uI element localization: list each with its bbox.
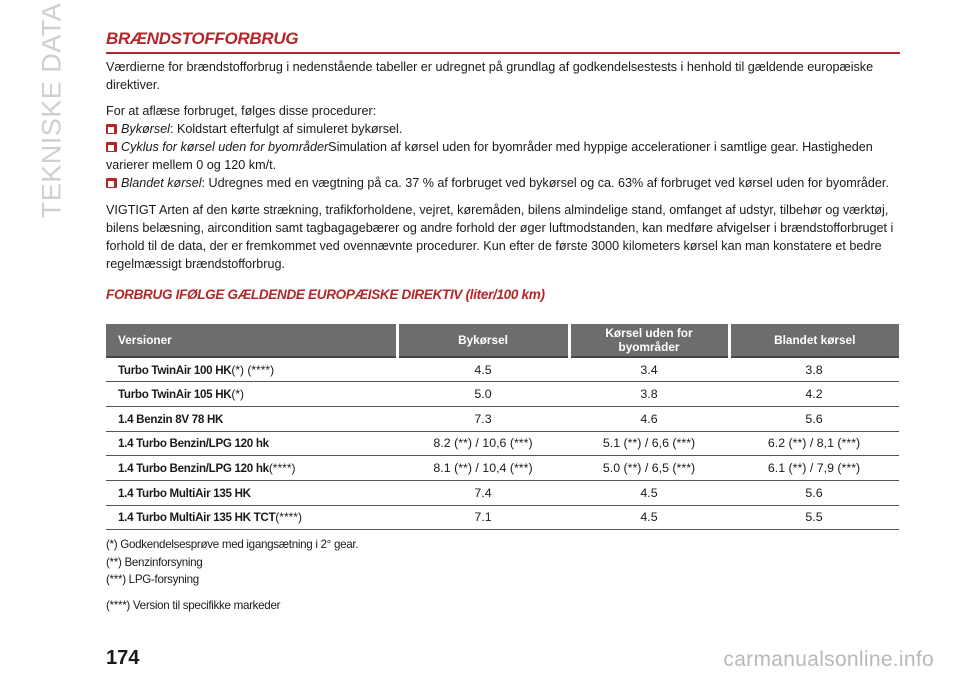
watermark-text: carmanualsonline.info xyxy=(723,648,934,671)
combined-value: 3.8 xyxy=(729,357,899,382)
side-tab-label: TEKNISKE DATA xyxy=(36,2,67,218)
city-value: 7.3 xyxy=(397,406,569,431)
model-name: Turbo TwinAir 100 HK xyxy=(118,363,232,377)
important-paragraph: VIGTIGT Arten af den kørte strækning, trafikforholdene, vejret, køremåden, bilens almindelige stand, omfanget af udstyr, tilbehør og værktøj, bilens belæsning, aircondition samt tagbagagebærer og andre forhold der øger luftmodstanden, kan medføre afvigelser i brændstofforbruget i forhold til de data, der er fremkommet ved ovennævnte procedurer. Kun efter de første 3000 kilometers kørsel kan man konstatere et bedre regelmæssigt brændstofforbrug. xyxy=(106,203,894,271)
city-value: 8.2 (**) / 10,6 (***) xyxy=(397,431,569,456)
model-cell xyxy=(106,382,397,407)
procedure-term: Cyklus for kørsel uden for byområder xyxy=(121,140,329,154)
extra-urban-value: 3.4 xyxy=(569,357,729,382)
combined-value: 6.1 (**) / 7,9 (***) xyxy=(729,456,899,481)
city-value: 7.4 xyxy=(397,480,569,505)
extra-urban-value: 5.1 (**) / 6,6 (***) xyxy=(569,431,729,456)
procedure-term: Bykørsel xyxy=(121,122,170,136)
footnote: (****) Version til specifikke markeder xyxy=(106,598,281,612)
model-name: Turbo TwinAir 105 HK xyxy=(118,388,232,402)
table-row xyxy=(106,431,899,456)
procedure-text: Simulation af kørsel uden for byområder med hyppige accelerationer i samtlige gear. Hastigheden varierer mellem 0 og 120 km/t. xyxy=(106,140,873,172)
combined-value: 5.5 xyxy=(729,505,899,530)
extra-urban-value: 4.5 xyxy=(569,505,729,530)
header-city: Bykørsel xyxy=(397,324,569,357)
city-value: 7.1 xyxy=(397,505,569,530)
header-combined: Blandet kørsel xyxy=(729,324,899,357)
page-number: 174 xyxy=(106,647,140,669)
page-content xyxy=(106,29,900,614)
model-cell xyxy=(106,456,397,481)
bullet-icon xyxy=(106,142,117,152)
extra-urban-value: 5.0 (**) / 6,5 (***) xyxy=(569,456,729,481)
header-extra-urban: Kørsel uden for byområder xyxy=(569,324,729,357)
model-name: 1.4 Turbo MultiAir 135 HK TCT xyxy=(118,511,276,525)
table-header-row xyxy=(106,324,899,357)
intro-paragraph: Værdierne for brændstofforbrug i nedenstående tabeller er udregnet på grundlag af godkendelsestests i henhold til gældende europæiske direktiver. xyxy=(106,60,874,92)
footnote: (*) Godkendelsesprøve med igangsætning i 2° gear. xyxy=(106,538,359,552)
procedure-item xyxy=(106,138,900,174)
footnote: (***) LPG-forsyning xyxy=(106,573,199,587)
model-name: 1.4 Turbo Benzin/LPG 120 hk xyxy=(118,462,269,476)
model-cell xyxy=(106,406,397,431)
city-value: 4.5 xyxy=(397,357,569,382)
footnote: (**) Benzinforsyning xyxy=(106,555,203,569)
bullet-icon xyxy=(106,178,117,188)
model-name: 1.4 Benzin 8V 78 HK xyxy=(118,412,224,426)
table-row xyxy=(106,505,899,530)
combined-value: 6.2 (**) / 8,1 (***) xyxy=(729,431,899,456)
extra-urban-value: 4.5 xyxy=(569,480,729,505)
procedure-item xyxy=(106,174,900,192)
footnotes xyxy=(106,536,900,614)
combined-value: 5.6 xyxy=(729,480,899,505)
table-title: FORBRUG IFØLGE GÆLDENDE EUROPÆISKE DIREKTIV (liter/100 km) xyxy=(106,287,545,302)
procedures-list xyxy=(106,120,900,192)
section-side-tab xyxy=(30,2,74,218)
procedure-item xyxy=(106,120,900,138)
extra-urban-value: 3.8 xyxy=(569,382,729,407)
city-value: 5.0 xyxy=(397,382,569,407)
city-value: 8.1 (**) / 10,4 (***) xyxy=(397,456,569,481)
model-cell xyxy=(106,480,397,505)
table-row xyxy=(106,382,899,407)
model-cell xyxy=(106,505,397,530)
procedure-term: Blandet kørsel xyxy=(121,176,202,190)
model-note: (****) xyxy=(268,461,296,476)
section-title: BRÆNDSTOFFORBRUG xyxy=(106,29,900,54)
header-versions: Versioner xyxy=(106,324,397,357)
procedure-text: : Udregnes med en vægtning på ca. 37 % af forbruget ved bykørsel og ca. 63% af forbruget ved kørsel uden for byområder. xyxy=(201,176,889,190)
table-row xyxy=(106,480,899,505)
model-cell xyxy=(106,431,397,456)
combined-value: 5.6 xyxy=(729,406,899,431)
combined-value: 4.2 xyxy=(729,382,899,407)
model-note: (*) (****) xyxy=(231,362,275,377)
model-cell xyxy=(106,357,397,382)
table-row xyxy=(106,406,899,431)
consumption-table xyxy=(106,324,899,530)
bullet-icon xyxy=(106,124,117,134)
model-note: (****) xyxy=(275,510,302,525)
model-name: 1.4 Turbo Benzin/LPG 120 hk xyxy=(118,437,269,451)
model-name: 1.4 Turbo MultiAir 135 HK xyxy=(118,486,251,500)
table-row xyxy=(106,456,899,481)
extra-urban-value: 4.6 xyxy=(569,406,729,431)
procedure-text: : Koldstart efterfulgt af simuleret bykørsel. xyxy=(169,122,403,136)
model-note: (*) xyxy=(231,387,245,402)
procedures-lead: For at aflæse forbruget, følges disse procedurer: xyxy=(106,104,377,118)
table-row xyxy=(106,357,899,382)
